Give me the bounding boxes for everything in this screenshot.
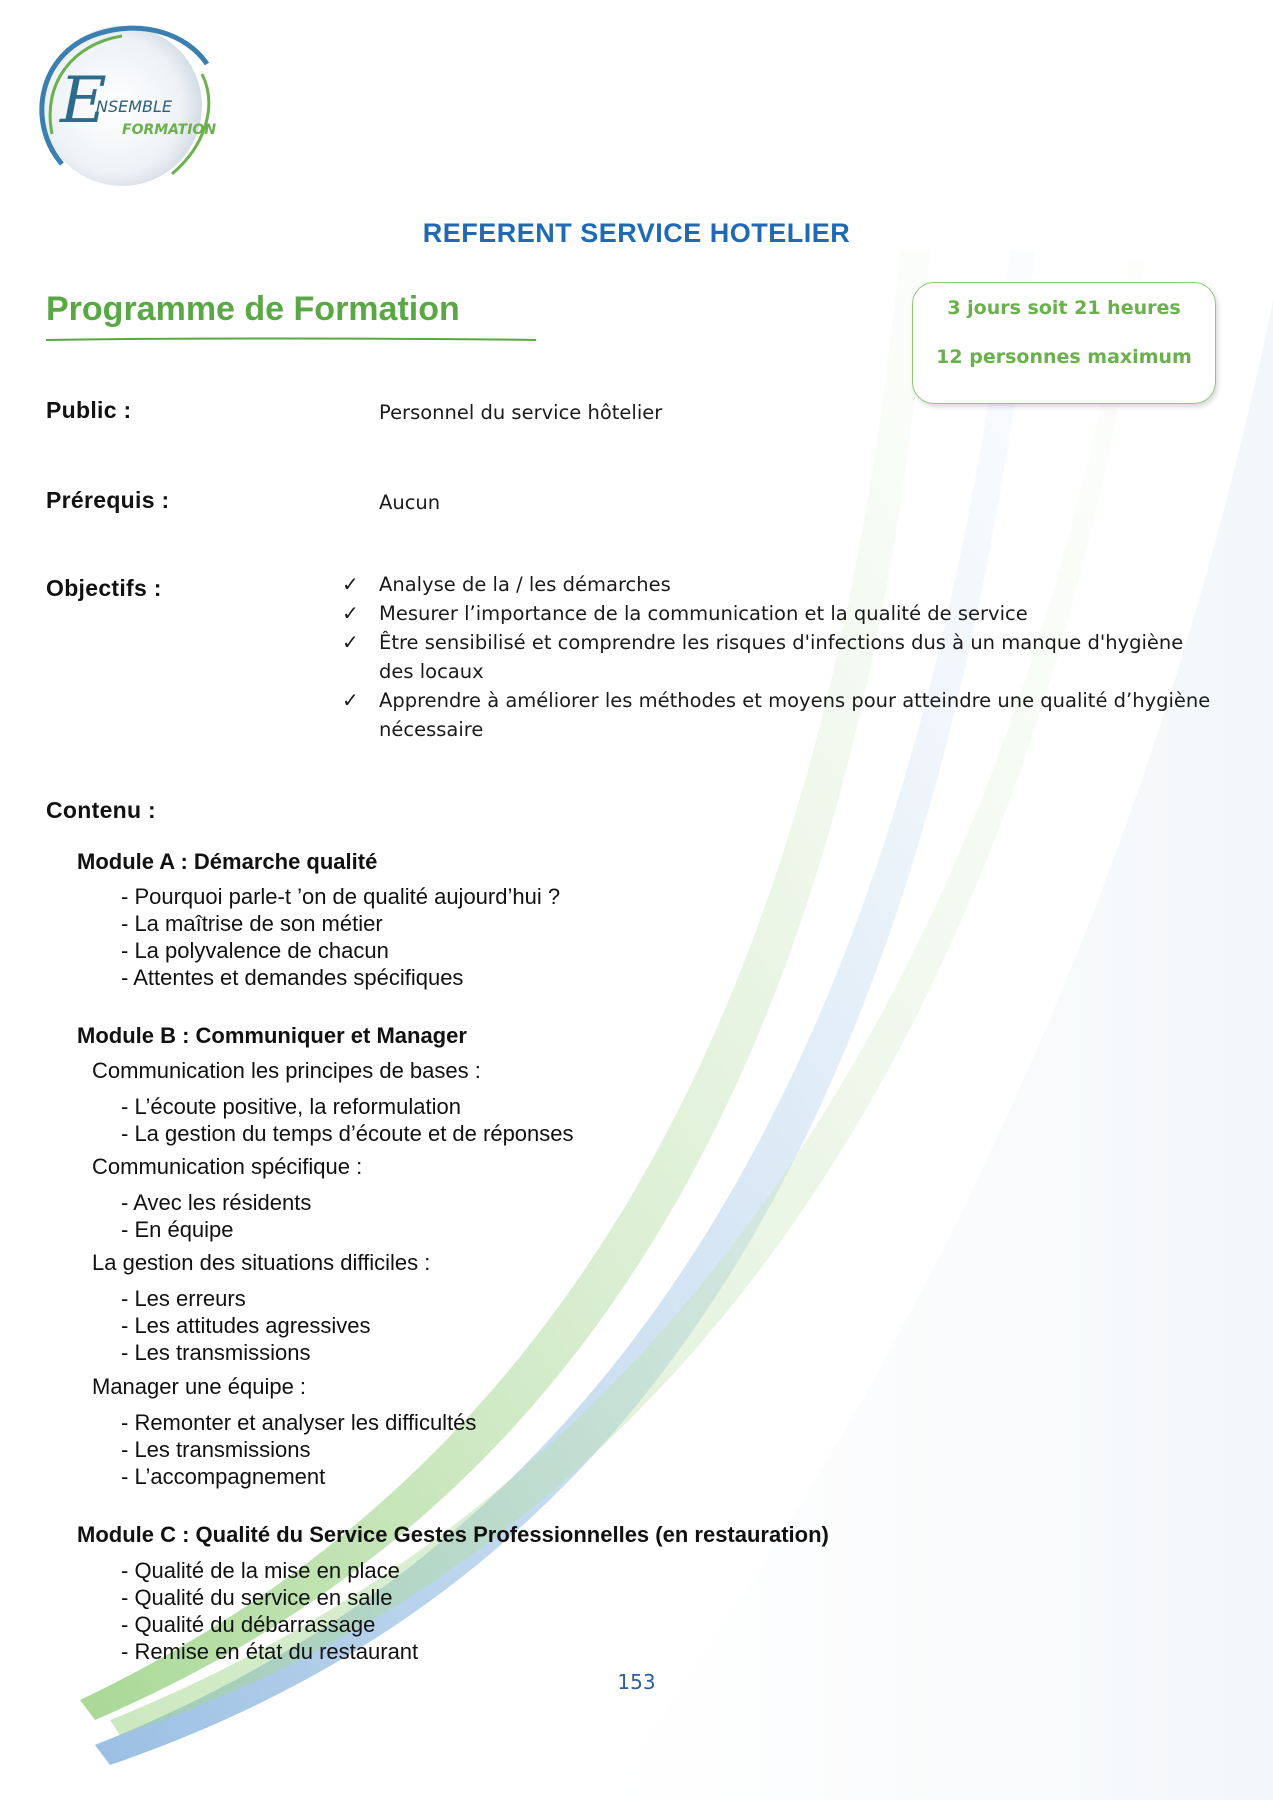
module-a-item: - La maîtrise de son métier [121,911,383,936]
document-title: REFERENT SERVICE HOTELIER [422,218,851,248]
module-c-title: Module C : Qualité du Service Gestes Professionnelles (en restauration) [77,1522,829,1547]
module-a-item: - La polyvalence de chacun [121,938,389,963]
module-c-item: - Qualité de la mise en place [121,1558,400,1583]
info-box [912,282,1216,404]
programme-title: Programme de Formation [46,290,460,328]
module-a-title: Module A : Démarche qualité [77,849,378,874]
objectif-text: Apprendre à améliorer les méthodes et moyens pour atteindre une qualité d’hygiène nécessaire [379,689,1211,741]
info-duration: 3 jours soit 21 heures [947,297,1181,319]
module-b-item: - Les transmissions [121,1437,311,1462]
module-b-item: - L’accompagnement [121,1464,326,1489]
module-c-item: - Qualité du débarrassage [121,1612,376,1637]
info-capacity: 12 personnes maximum [936,346,1192,368]
module-b-item: - En équipe [121,1217,234,1242]
module-b-section-heading: Communication spécifique : [92,1154,363,1179]
contenu-label: Contenu : [46,797,157,823]
module-b-section-heading: La gestion des situations difficiles : [92,1250,431,1275]
ensemble-formation-logo [22,14,232,194]
public-value: Personnel du service hôtelier [379,401,663,424]
module-a-item: - Pourquoi parle-t ’on de qualité aujourd’hui ? [121,884,561,909]
programme-title-underline [46,337,536,343]
logo-line-1: NSEMBLE [96,97,173,116]
check-icon: ✓ [342,630,359,654]
objectif-item [340,599,1220,628]
objectif-text: Analyse de la / les démarches [379,573,671,596]
objectifs-list [340,570,1220,744]
module-b-item: - Remonter et analyser les difficultés [121,1410,477,1435]
objectif-item [340,570,1220,599]
check-icon: ✓ [342,572,359,596]
module-b-section-heading: Manager une équipe : [92,1374,307,1399]
check-icon: ✓ [342,601,359,625]
objectif-text: Être sensibilisé et comprendre les risques d'infections dus à un manque d'hygiène des locaux [379,631,1184,683]
prerequis-value: Aucun [379,491,441,514]
module-b-item: - Avec les résidents [121,1190,312,1215]
module-c-item: - Remise en état du restaurant [121,1639,419,1664]
prerequis-label: Prérequis : [46,487,170,513]
module-a-item: - Attentes et demandes spécifiques [121,965,464,990]
check-icon: ✓ [342,688,359,712]
module-b-item: - L’écoute positive, la reformulation [121,1094,461,1119]
page-number: 153 [617,1670,656,1694]
module-b-item: - Les erreurs [121,1286,246,1311]
module-b-section-heading: Communication les principes de bases : [92,1058,481,1083]
objectifs-label: Objectifs : [46,575,162,601]
logo-initial: E [60,64,107,138]
logo-line-2: FORMATION [122,122,217,138]
public-label: Public : [46,397,132,423]
module-b-item: - La gestion du temps d’écoute et de réponses [121,1121,574,1146]
module-b-item: - Les attitudes agressives [121,1313,371,1338]
module-c-item: - Qualité du service en salle [121,1585,393,1610]
objectif-item [340,628,1220,686]
objectif-item [340,686,1220,744]
module-b-item: - Les transmissions [121,1340,311,1365]
module-b-title: Module B : Communiquer et Manager [77,1023,467,1048]
objectif-text: Mesurer l’importance de la communication et la qualité de service [379,602,1028,625]
